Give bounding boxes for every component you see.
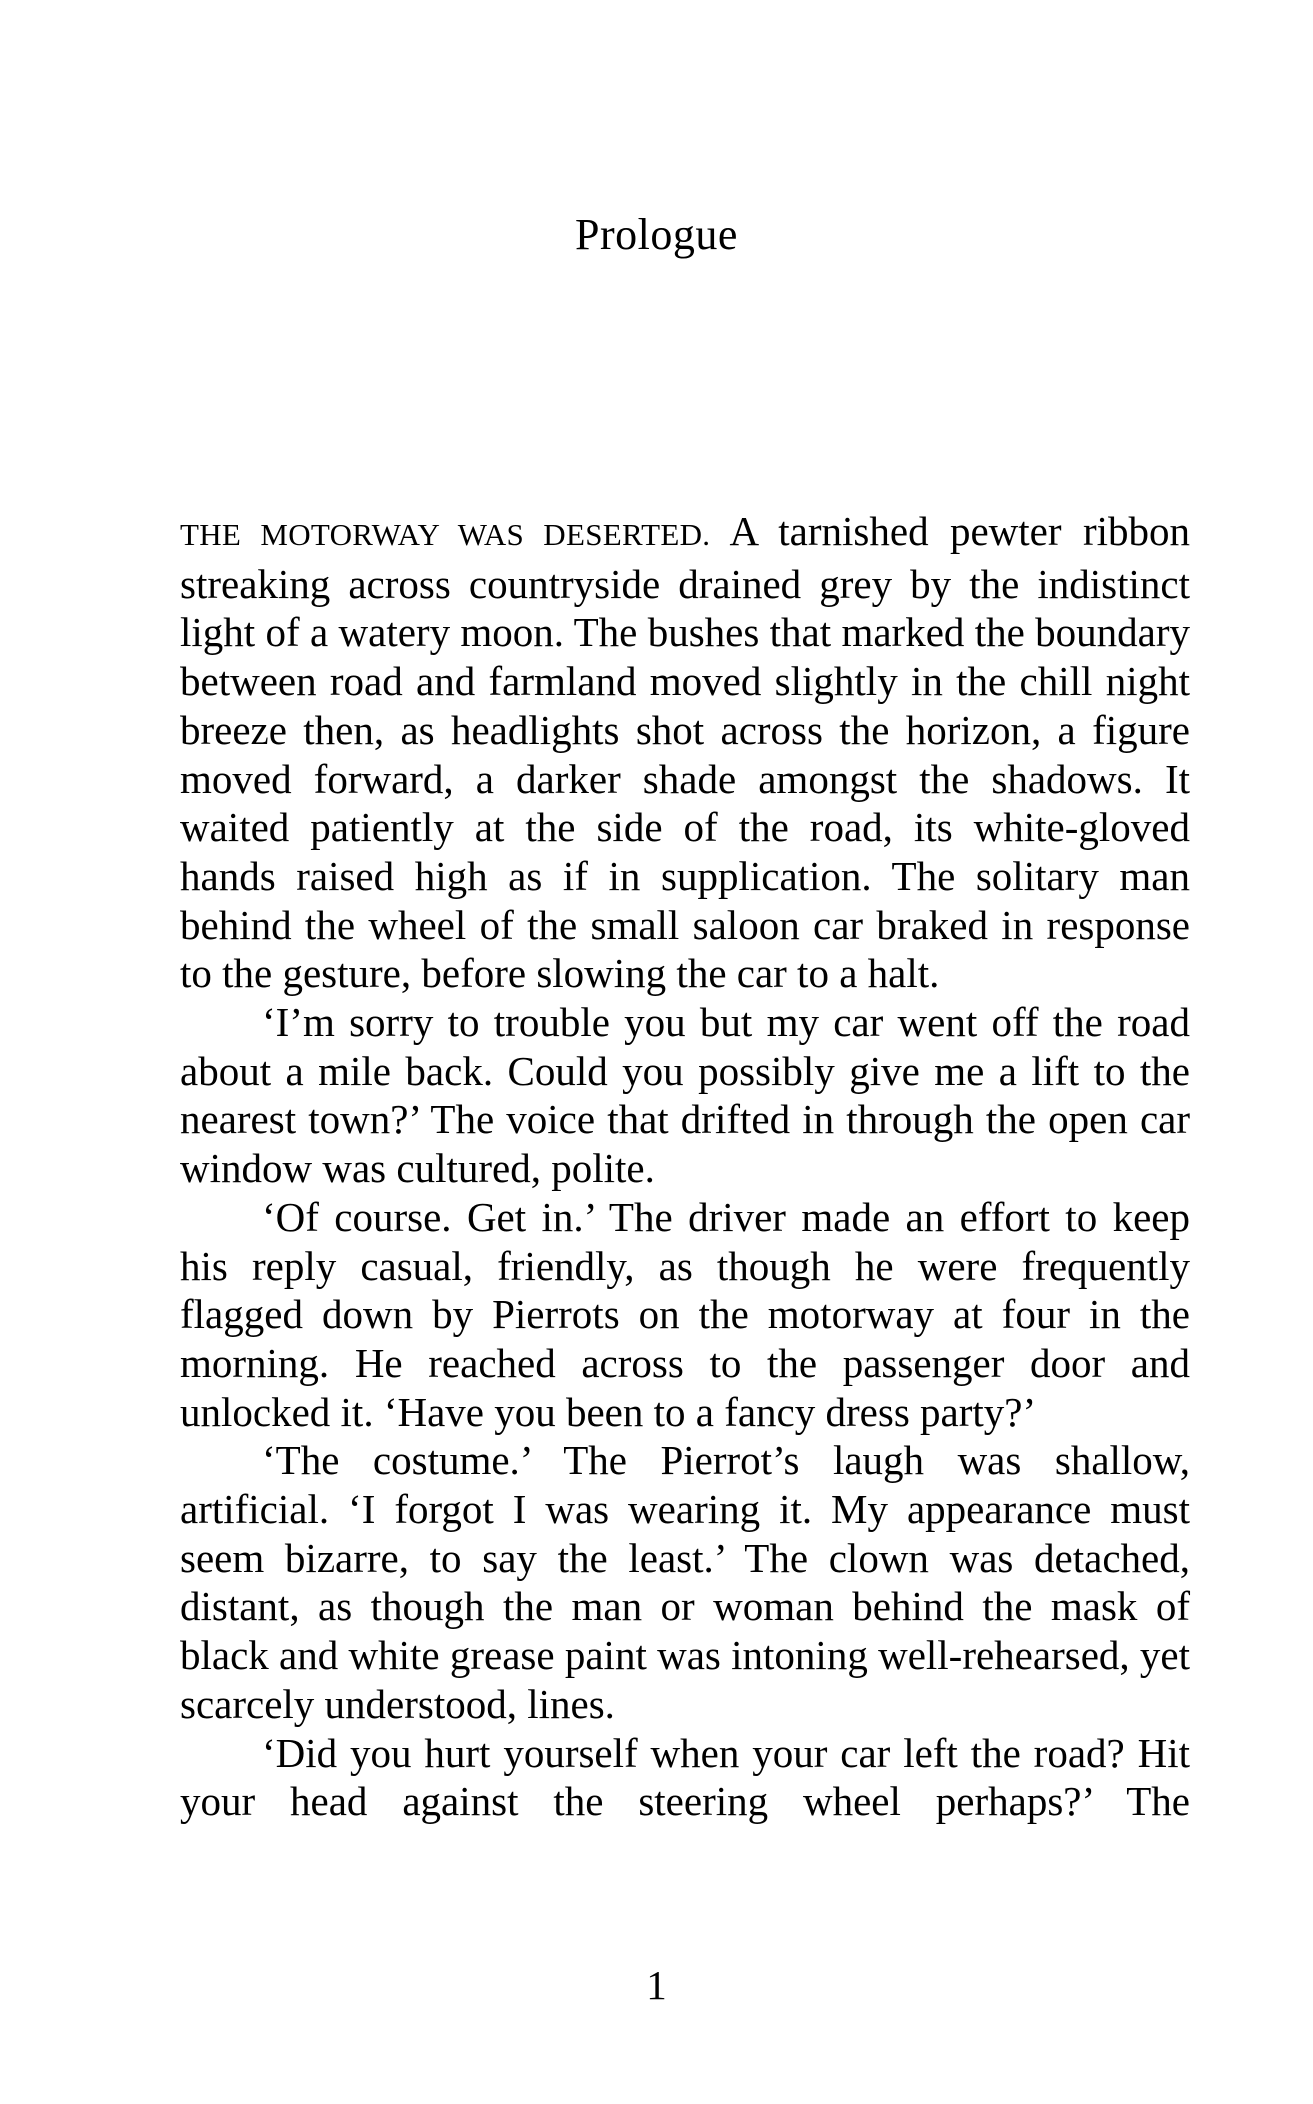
paragraph-1-text: A tarnished pewter ribbon streaking across countryside drained grey by the indistinct light of a watery moon. The bushes that marked the boundary between road and farmland moved slightly in the chill night breeze then, as headlights shot across the horizon, a figure moved forward, a darker shade amongst the shadows. It waited patiently at the side of the road, its white-gloved hands raised high as if in supplication. The solitary man behind the wheel of the small saloon car braked in response to the gesture, before slowing the car to a halt.	[180, 508, 1191, 997]
paragraph-1	[180, 507, 1190, 998]
paragraph-4: ‘The costume.’ The Pierrot’s laugh was shallow, artificial. ‘I forgot I was wearing it. My appearance must seem bizarre, to say the least.’ The clown was detached, distant, as though the man or woman behind the mask of black and white grease paint was intoning well-rehearsed, yet scarcely understood, lines.	[180, 1437, 1190, 1727]
body-text	[180, 507, 1190, 1826]
opening-smallcaps: THE MOTORWAY WAS DESERTED.	[180, 517, 711, 552]
paragraph-5: ‘Did you hurt yourself when your car left the road? Hit your head against the steering wheel perhaps?’ The	[180, 1729, 1190, 1825]
paragraph-3: ‘Of course. Get in.’ The driver made an effort to keep his reply casual, friendly, as though he were frequently flagged down by Pierrots on the motorway at four in the morning. He reached across to the passenger door and unlocked it. ‘Have you been to a fancy dress party?’	[180, 1193, 1190, 1435]
page-number: 1	[646, 1962, 667, 2008]
paragraph-2: ‘I’m sorry to trouble you but my car went off the road about a mile back. Could you possibly give me a lift to the nearest town?’ The voice that drifted in through the open car window was cultured, polite.	[180, 999, 1190, 1192]
chapter-title: Prologue	[575, 210, 738, 259]
